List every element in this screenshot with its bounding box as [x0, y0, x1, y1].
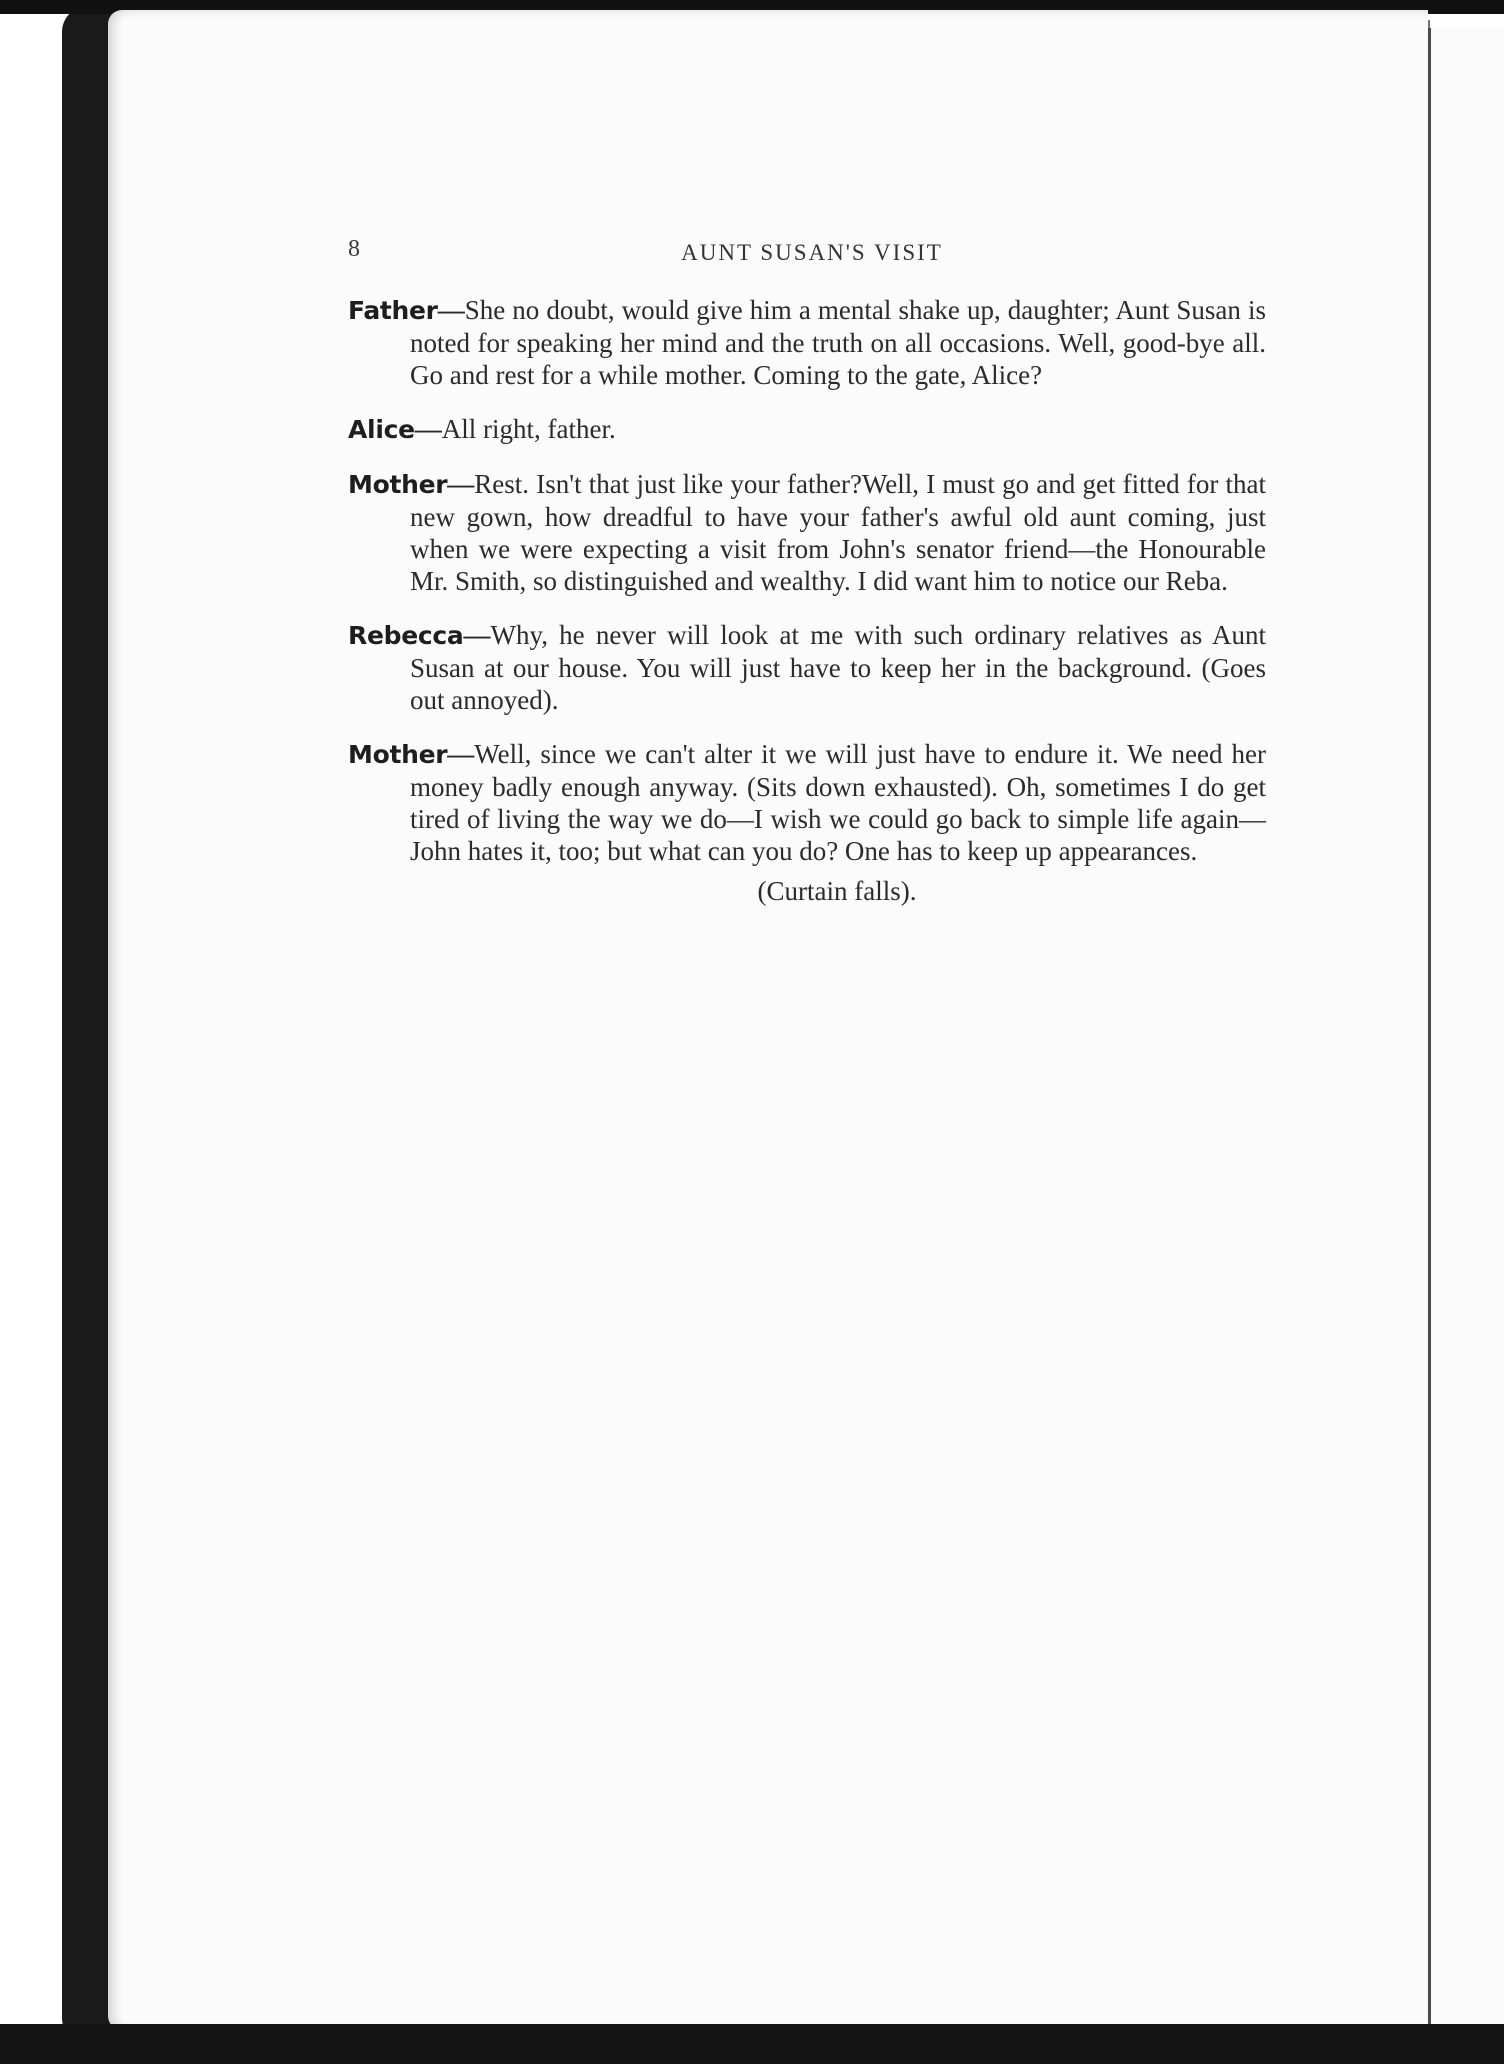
speech-mother-final	[348, 738, 1266, 867]
speaker-name: Father	[348, 296, 438, 325]
speaker-name: Alice	[348, 415, 415, 444]
stage-direction-curtain: (Curtain falls).	[757, 876, 917, 906]
page-header	[348, 236, 1266, 276]
page-number: 8	[348, 236, 360, 262]
speech-rebecca	[348, 619, 1266, 716]
speaker-dash: —	[447, 739, 475, 769]
speech-alice	[348, 413, 1266, 446]
speaker-name: Mother	[348, 470, 448, 499]
speech-text: She no doubt, would give him a mental shake up, daughter; Aunt Susan is noted for speaking her mind and the truth on all occasions. Well, good-bye all. Go and rest for a while mother. Coming to the gate, Alice?	[410, 295, 1266, 390]
scan-border-bottom	[0, 2024, 1504, 2064]
speaker-dash: —	[414, 414, 442, 444]
speaker-name: Mother	[348, 740, 448, 769]
speech-text: Why, he never will look at me with such ordinary relatives as Aunt Susan at our house. You will just have to keep her in the background. (Goes out annoyed).	[410, 620, 1266, 715]
facing-page-edge	[1428, 28, 1504, 2024]
speaker-dash: —	[447, 469, 475, 499]
speaker-name: Rebecca	[348, 621, 464, 650]
speech-father	[348, 294, 1266, 391]
speech-text: All right, father.	[441, 414, 616, 444]
speech-mother	[348, 468, 1266, 597]
speaker-dash: —	[463, 620, 491, 650]
page-content	[348, 236, 1266, 907]
running-title: AUNT SUSAN'S VISIT	[681, 240, 943, 265]
speech-text: Rest. Isn't that just like your father?Well, I must go and get fitted for that new gown, how dreadful to have your father's awful old aunt coming, just when we were expecting a visit from John's senator friend—the Honourable Mr. Smith, so distinguished and wealthy. I did want him to notice our Reba.	[410, 469, 1266, 596]
speech-text: Well, since we can't alter it we will just have to endure it. We need her money badly enough anyway. (Sits down exhausted). Oh, sometimes I do get tired of living the way we do—I wish we could go back to simple life again—John hates it, too; but what can you do? One has to keep up appearances.	[410, 739, 1266, 866]
speaker-dash: —	[437, 295, 465, 325]
